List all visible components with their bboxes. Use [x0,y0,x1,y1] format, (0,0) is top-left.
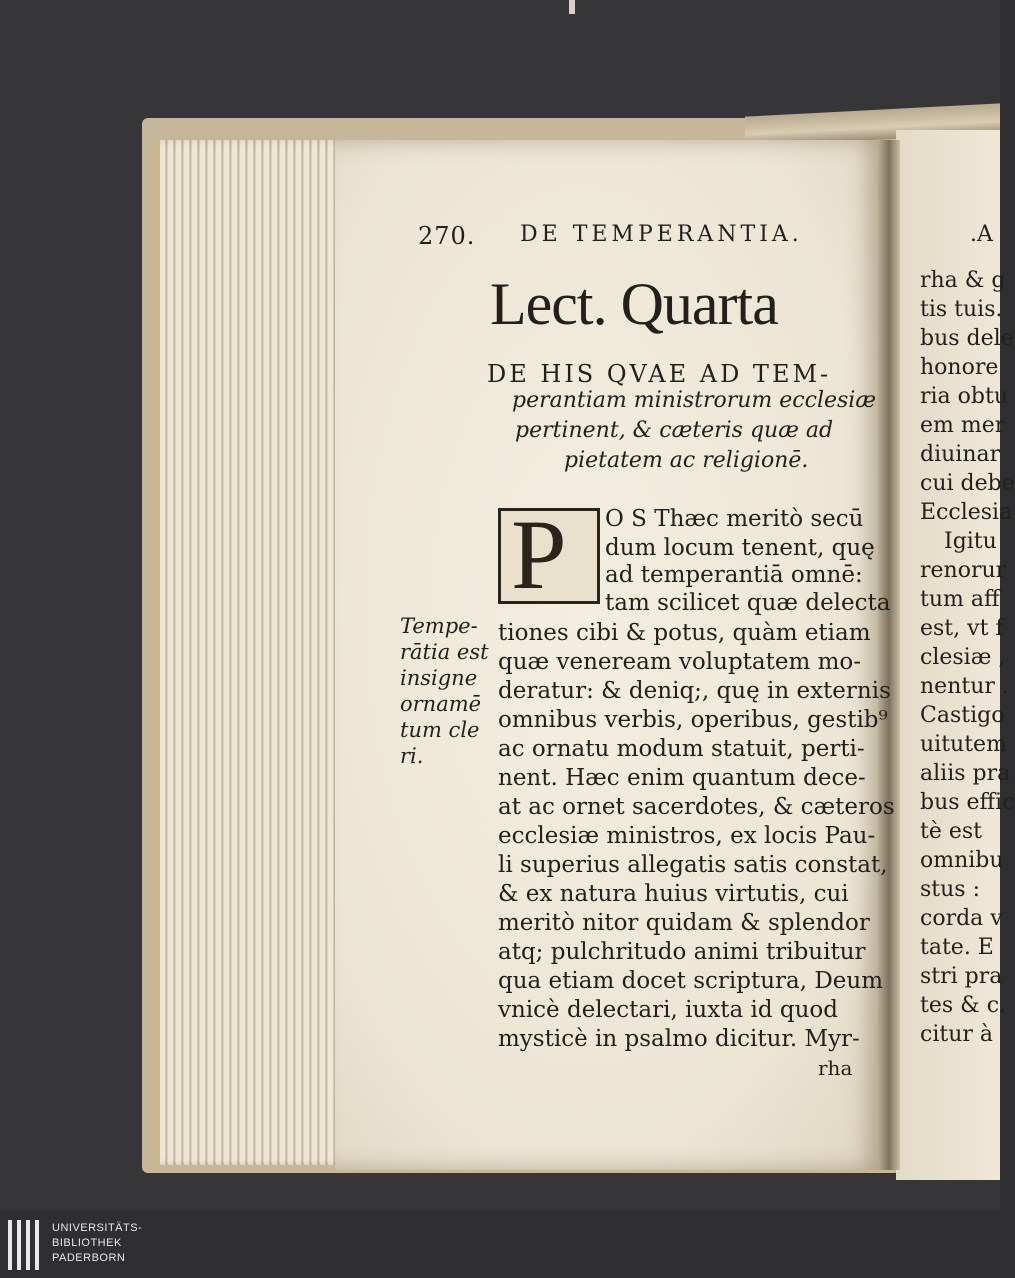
right-page-line: stri pra [920,964,1003,989]
body-line: deratur: & deniq;, quę in externis [498,678,891,704]
body-line: mysticè in psalmo dicitur. Myr- [498,1026,860,1052]
initial-letter: P [511,499,567,610]
right-page-line: bus effic [920,790,1015,815]
right-page-line: corda v [920,906,1003,931]
right-page-line: aliis pra [920,761,1011,786]
right-page-line: omnibu [920,848,1004,873]
logo-bars-icon [8,1220,46,1270]
subtitle-line: pietatem ac religionē. [564,448,809,473]
body-line: & ex natura huius virtutis, cui [498,881,849,907]
right-page-line: Igitu [944,529,997,554]
running-head: DE TEMPERANTIA. [520,222,803,247]
body-line: ecclesiæ ministros, ex locis Pau- [498,823,876,849]
logo-text-1: UNIVERSITÄTS- [52,1222,143,1234]
right-page-line: honore [920,355,999,380]
body-line: nent. Hæc enim quantum dece- [498,765,866,791]
body-line: omnibus verbis, operibus, gestib⁹ [498,707,888,733]
margin-note-line: ri. [400,744,424,768]
right-page-line: renorur [920,558,1007,583]
right-page-line: citur à [920,1022,993,1047]
lecture-title: Lect. Quarta [490,271,778,337]
library-logo [0,1210,1000,1278]
right-page-line: tes & c. [920,993,1007,1018]
body-line: ad temperantiā omnē: [605,562,863,588]
right-page-line: tè est [920,819,983,844]
subtitle-line: perantiam ministrorum ecclesiæ [512,388,877,413]
page-edges [150,140,350,1165]
body-line: dum locum tenent, quę [605,535,875,561]
right-page-header: .A [970,222,993,247]
right-page-line: ria obtu [920,384,1008,409]
right-page-line: tate. E [920,935,994,960]
margin-note-line: rātia est [400,640,489,664]
margin-note-line: tum cle [400,718,480,742]
logo-text-3: PADERBORN [52,1252,126,1264]
catchword: rha [818,1056,853,1080]
right-page-line: stus : [920,877,980,902]
right-page-line: Castigo [920,703,1005,728]
body-line: quæ veneream voluptatem mo- [498,649,862,675]
body-line: tam scilicet quæ delecta [605,590,891,616]
book-gutter [878,140,900,1170]
body-line: at ac ornet sacerdotes, & cæteros [498,794,895,820]
right-page-text [900,0,1015,1210]
right-page-line: Ecclesia [920,500,1013,525]
scan-marker [569,0,575,14]
body-line: li superius allegatis satis constat, [498,852,888,878]
right-page-line: bus dele [920,326,1014,351]
right-page-line: tum aff [920,587,1000,612]
body-line: tiones cibi & potus, quàm etiam [498,620,871,646]
right-page-line: uitutem [920,732,1007,757]
right-page-line: clesiæ , [920,645,1006,670]
subtitle-caps: DE HIS QVAE AD TEM- [487,360,832,388]
margin-note-line: insigne [400,666,478,690]
right-page-line: nentur . [920,674,1009,699]
body-line: atq; pulchritudo animi tribuitur [498,939,866,965]
page-number: 270. [418,222,476,250]
body-line: vnicè delectari, iuxta id quod [498,997,838,1023]
margin-note-line: Tempe- [400,614,478,638]
body-line: qua etiam docet scriptura, Deum [498,968,884,994]
body-line: meritò nitor quidam & splendor [498,910,870,936]
right-page-line: em mer [920,413,1006,438]
decorated-initial [498,499,600,610]
right-page-line: cui debe [920,471,1015,496]
right-page-line: tis tuis. [920,297,1003,322]
right-page-line: diuinar [920,442,1001,467]
body-line: O S Thæc meritò secū [605,506,864,532]
right-page-line: est, vt f [920,616,1004,641]
right-page-line: rha & g [920,268,1006,293]
subtitle-line: pertinent, & cæteris quæ ad [515,418,834,443]
body-line: ac ornatu modum statuit, perti- [498,736,865,762]
logo-text-2: BIBLIOTHEK [52,1237,122,1249]
margin-note-line: ornamē [400,692,482,716]
